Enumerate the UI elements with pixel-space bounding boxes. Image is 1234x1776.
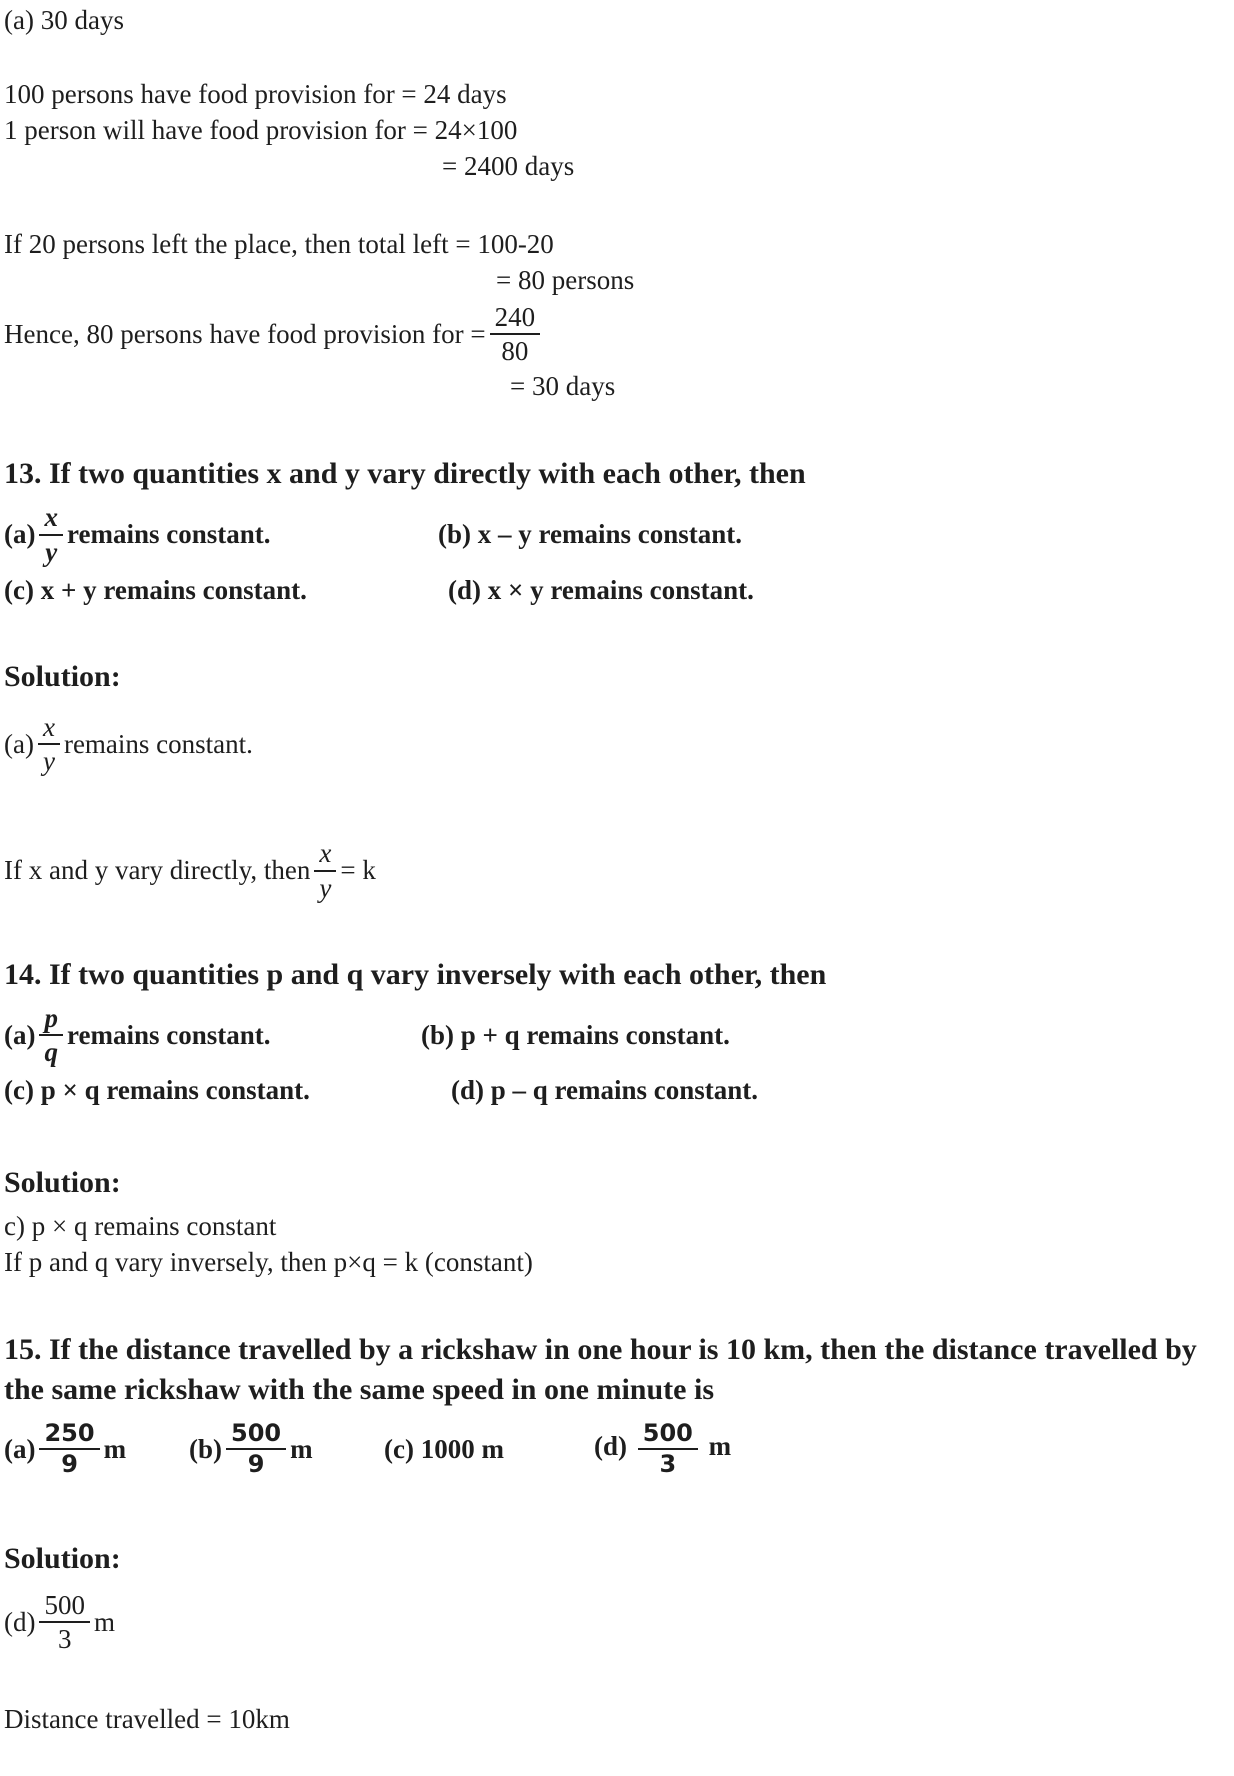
q14-options-row-2 (4, 1075, 1228, 1106)
q13-options-row-1 (4, 502, 1228, 566)
q14-solution-line-1: c) p × q remains constant (4, 1211, 277, 1242)
numerator: x (42, 711, 55, 742)
numerator: x (44, 502, 58, 533)
q13-option-c: (c) x + y remains constant. (4, 574, 307, 605)
option-unit: m (290, 1433, 313, 1464)
numerator: 500 (44, 1590, 85, 1621)
fraction-240-over-80 (490, 302, 541, 366)
fraction-x-over-y (39, 502, 63, 566)
denominator: y (39, 534, 63, 567)
fraction-250-over-9 (39, 1420, 99, 1478)
calc-line-with-fraction (4, 302, 1228, 366)
q15-solution-line (4, 1590, 1228, 1654)
option-unit: m (103, 1433, 127, 1464)
answer-line: (a) 30 days (4, 5, 124, 35)
numerator: 500 (642, 1419, 693, 1448)
numerator: x (319, 838, 332, 869)
q14-option-d: (d) p – q remains constant. (451, 1075, 759, 1106)
q13-option-b: (b) x – y remains constant. (438, 519, 743, 550)
q14-solution-line-2: If p and q vary inversely, then p×q = k (constant) (4, 1247, 533, 1278)
q15-options-row (4, 1420, 1228, 1478)
option-label: (a) (4, 519, 36, 550)
calc-line: = 2400 days (442, 151, 575, 181)
numerator: p (44, 1002, 58, 1033)
question-13-title: 13. If two quantities x and y vary directly with each other, then (4, 457, 806, 491)
calc-line: If 20 persons left the place, then total left = 100-20 (4, 229, 554, 259)
solution-text: If x and y vary directly, then (4, 855, 311, 886)
fraction-500-over-3 (39, 1590, 90, 1654)
q14-option-b: (b) p + q remains constant. (421, 1019, 730, 1050)
q13-options-row-2 (4, 575, 1228, 606)
fraction-p-over-q (39, 1003, 63, 1067)
q15-option-d (594, 1420, 731, 1478)
q13-solution-heading: Solution: (4, 659, 121, 693)
q14-solution-heading: Solution: (4, 1166, 121, 1200)
solution-label: (d) (4, 1606, 36, 1637)
q13-solution-line-2 (4, 838, 1228, 902)
q15-solution-heading: Solution: (4, 1542, 121, 1576)
q13-option-a (4, 502, 438, 566)
solution-text: remains constant. (63, 728, 253, 759)
numerator: 240 (494, 302, 536, 332)
fraction-500-over-9 (226, 1420, 286, 1478)
calc-line: 1 person will have food provision for = 24×100 (4, 115, 518, 145)
calc-line: = 80 persons (496, 265, 635, 295)
option-unit: m (708, 1431, 732, 1462)
option-label: (d) (594, 1431, 627, 1462)
q15-option-a (4, 1420, 189, 1478)
fraction-x-over-y (38, 712, 60, 776)
fraction-500-over-3 (638, 1420, 698, 1478)
q14-options-row-1 (4, 1003, 1228, 1067)
denominator: y (314, 870, 336, 903)
numerator: 500 (231, 1419, 282, 1448)
calculation-block-2 (4, 226, 1228, 404)
denominator: q (39, 1034, 63, 1067)
calc-text: Hence, 80 persons have food provision for = (4, 318, 486, 349)
option-label: (a) (4, 1019, 36, 1050)
q13-solution-line (4, 712, 1228, 776)
calc-line: = 30 days (510, 371, 616, 402)
solution-unit: m (93, 1606, 115, 1637)
denominator: y (38, 743, 60, 776)
denominator: 3 (638, 1448, 698, 1478)
solution-label: (a) (4, 728, 34, 759)
calc-line: 100 persons have food provision for = 24 days (4, 79, 507, 109)
q13-option-d: (d) x × y remains constant. (448, 574, 754, 605)
solution-text: = k (340, 855, 376, 886)
calculation-block-1 (4, 76, 1228, 184)
denominator: 9 (226, 1448, 286, 1478)
q15-option-c: (c) 1000 m (384, 1433, 504, 1464)
denominator: 80 (490, 333, 541, 366)
denominator: 3 (39, 1621, 90, 1654)
q15-solution-line-2: Distance travelled = 10km (4, 1703, 290, 1734)
option-text: remains constant. (66, 519, 271, 550)
fraction-x-over-y (314, 838, 336, 902)
q14-option-c: (c) p × q remains constant. (4, 1075, 310, 1106)
q15-option-b (189, 1420, 384, 1478)
numerator: 250 (44, 1419, 95, 1448)
option-label: (b) (189, 1433, 222, 1464)
option-text: remains constant. (66, 1019, 271, 1050)
option-label: (a) (4, 1433, 36, 1464)
question-15-title: 15. If the distance travelled by a rickshaw in one hour is 10 km, then the distance travelled by the same rickshaw with the same speed in one minute is (4, 1333, 1197, 1407)
denominator: 9 (39, 1448, 99, 1478)
question-14-title: 14. If two quantities p and q vary inversely with each other, then (4, 957, 827, 991)
q14-option-a (4, 1003, 421, 1067)
